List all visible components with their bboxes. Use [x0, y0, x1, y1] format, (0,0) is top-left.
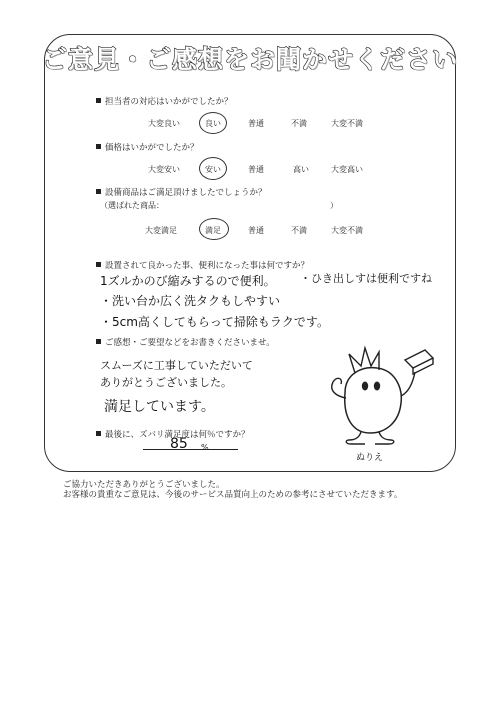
- satisfaction-underline: [143, 449, 238, 450]
- option-staff-normal[interactable]: 普通: [248, 119, 264, 128]
- survey-title: ご意見・ご感想をお聞かせください: [41, 45, 458, 74]
- option-price-expensive[interactable]: 高い: [293, 165, 309, 174]
- selected-product-label: （選ばれた商品：: [100, 201, 164, 210]
- option-staff-very-good[interactable]: 大変良い: [148, 119, 180, 128]
- handwritten-convenience-3: ・洗い台か広く洗タクもしやすい: [100, 294, 281, 308]
- bullet-square-icon: [96, 98, 101, 103]
- footer-thanks: ご協力いただきありがとうございました。: [63, 480, 225, 490]
- question-product-label: 設備商品はご満足頂けましたでしょうか？: [105, 188, 267, 198]
- mascot-coloring-icon: [315, 338, 445, 448]
- bullet-square-icon: [96, 144, 101, 149]
- satisfaction-unit: %: [201, 443, 209, 452]
- bullet-square-icon: [96, 339, 101, 344]
- selected-product-close: ）: [330, 201, 338, 210]
- option-staff-very-dissatisfied[interactable]: 大変不満: [331, 119, 363, 128]
- option-product-satisfied[interactable]: 満足: [205, 226, 221, 235]
- handwritten-convenience-2: ・ひき出しすは便利ですね: [300, 272, 432, 285]
- bullet-square-icon: [96, 189, 101, 194]
- selected-circle-staff: [199, 112, 227, 134]
- question-price-label: 価格はいかがでしたか？: [105, 143, 199, 153]
- bullet-square-icon: [96, 262, 101, 267]
- option-staff-dissatisfied[interactable]: 不満: [291, 119, 307, 128]
- handwritten-convenience-1: 1ズルかのび縮みするので便利。: [100, 274, 276, 288]
- option-product-dissatisfied[interactable]: 不満: [291, 226, 307, 235]
- selected-circle-product: [199, 218, 229, 240]
- bullet-square-icon: [96, 431, 101, 436]
- footer-note: お客様の貴重なご意見は、今後のサービス品質向上のための参考にさせていただきます。: [63, 490, 403, 500]
- coloring-label: ぬりえ: [356, 453, 384, 463]
- question-product: [96, 186, 267, 198]
- question-comments: [96, 336, 275, 348]
- option-price-normal[interactable]: 普通: [248, 165, 264, 174]
- option-price-very-expensive[interactable]: 大変高い: [331, 165, 363, 174]
- question-staff-label: 担当者の対応はいかがでしたか？: [105, 97, 233, 107]
- satisfaction-value: 85: [170, 436, 188, 452]
- question-convenience-label: 設置されて良かった事、便利になった事は何ですか？: [105, 261, 310, 271]
- option-product-very-dissatisfied[interactable]: 大変不満: [331, 226, 363, 235]
- question-convenience: [96, 259, 309, 271]
- handwritten-comment-2: ありがとうございました。: [100, 376, 232, 389]
- option-price-very-cheap[interactable]: 大変安い: [148, 165, 180, 174]
- question-satisfaction-label: 最後に、ズバリ満足度は何％ですか？: [105, 430, 250, 440]
- option-product-very-satisfied[interactable]: 大変満足: [145, 226, 177, 235]
- handwritten-convenience-4: ・5cm高くしてもらって掃除もラクです。: [100, 315, 329, 329]
- handwritten-comment-3: 満足しています。: [104, 399, 215, 415]
- question-comments-label: ご感想・ご要望などをお書きくださいませ。: [105, 338, 275, 348]
- handwritten-comment-1: スムーズに工事していただいて: [100, 359, 253, 372]
- question-price: [96, 141, 199, 153]
- option-product-normal[interactable]: 普通: [248, 226, 264, 235]
- selected-circle-price: [199, 157, 227, 180]
- question-staff: [96, 95, 233, 107]
- option-staff-good[interactable]: 良い: [205, 119, 221, 128]
- option-price-cheap[interactable]: 安い: [205, 165, 221, 174]
